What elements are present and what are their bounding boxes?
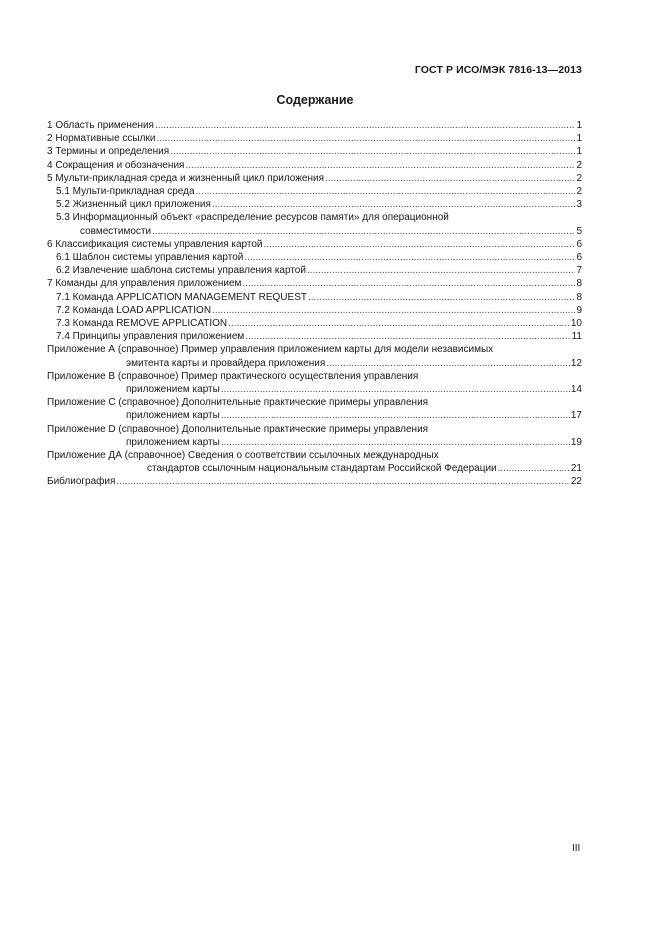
toc-entry-text: 1 Область применения <box>47 120 154 131</box>
toc-page-number: 14 <box>570 384 582 396</box>
toc-page-number: 6 <box>576 238 582 250</box>
toc-entry-7[interactable] <box>47 277 582 290</box>
toc-page-number: 1 <box>576 120 582 131</box>
toc-entry-5-3[interactable] <box>47 211 582 237</box>
toc-leader-dots <box>264 238 575 251</box>
table-of-contents <box>47 119 582 489</box>
toc-entry-7-4[interactable] <box>47 330 582 343</box>
toc-entry-text-first-line: Приложение В (справочное) Пример практического осуществления управления <box>47 370 419 382</box>
toc-page-number: 17 <box>570 410 582 422</box>
toc-leader-dots <box>221 383 570 396</box>
toc-entry-text: 6.2 Извлечение шаблона системы управления картой <box>56 265 306 277</box>
toc-leader-dots <box>196 185 575 198</box>
toc-page-number: 21 <box>570 463 582 475</box>
toc-leader-dots <box>308 291 575 304</box>
toc-entry-text: 7.3 Команда REMOVE APPLICATION <box>56 318 228 330</box>
toc-entry-5[interactable] <box>47 172 582 185</box>
toc-page-number: 22 <box>570 476 582 488</box>
toc-entry-text-first-line: Приложение С (справочное) Дополнительные практические примеры управления <box>47 397 429 409</box>
toc-page-number: 6 <box>576 252 582 264</box>
toc-entry-text: приложением карты <box>126 436 220 448</box>
toc-entry-text: 7.2 Команда LOAD APPLICATION <box>56 304 212 316</box>
toc-entry-appendix-a[interactable] <box>47 343 582 369</box>
toc-leader-dots <box>212 198 575 211</box>
toc-leader-dots <box>152 225 575 238</box>
toc-leader-dots <box>155 119 575 132</box>
document-code: ГОСТ Р ИСО/МЭК 7816-13—2013 <box>414 64 582 76</box>
toc-leader-dots <box>228 317 570 330</box>
toc-leader-dots <box>326 357 570 370</box>
toc-entry-text: 4 Сокращения и обозначения <box>47 159 185 171</box>
toc-leader-dots <box>185 159 575 172</box>
toc-entry-7-2[interactable] <box>47 304 582 317</box>
toc-entry-text: стандартов ссылочным национальным стандартам Российской Федерации <box>147 463 497 475</box>
toc-entry-text: Библиография <box>47 476 116 488</box>
toc-leader-dots <box>242 277 575 290</box>
toc-leader-dots <box>170 145 575 158</box>
toc-page-number: 1 <box>576 146 582 158</box>
toc-title: Содержание <box>276 93 354 107</box>
toc-page-number: 7 <box>576 265 582 277</box>
toc-entry-text-first-line: Приложение D (справочное) Дополнительные практические примеры управления <box>47 423 429 435</box>
toc-entry-appendix-b[interactable] <box>47 370 582 396</box>
toc-page-number: 1 <box>576 133 582 145</box>
toc-entry-text: приложением карты <box>126 410 220 422</box>
toc-page-number: 9 <box>576 304 582 316</box>
toc-entry-bibliography[interactable] <box>47 475 582 488</box>
toc-page-number: 3 <box>576 199 582 211</box>
toc-page-number: 19 <box>570 436 582 448</box>
toc-page-number: 2 <box>576 186 582 198</box>
toc-entry-text: 5.1 Мульти-прикладная среда <box>56 186 195 198</box>
toc-page-number: 10 <box>570 318 582 330</box>
toc-entry-appendix-c[interactable] <box>47 396 582 422</box>
toc-leader-dots <box>116 475 569 488</box>
toc-entry-appendix-d[interactable] <box>47 423 582 449</box>
toc-leader-dots <box>245 330 570 343</box>
toc-entry-text: приложением карты <box>126 384 220 396</box>
toc-page-number: 2 <box>576 159 582 171</box>
toc-entry-6[interactable] <box>47 238 582 251</box>
toc-leader-dots <box>221 409 570 422</box>
toc-entry-text: 5.2 Жизненный цикл приложения <box>56 199 211 211</box>
toc-entry-text-first-line: Приложение ДА (справочное) Сведения о соответствии ссылочных международных <box>47 450 439 462</box>
toc-leader-dots <box>325 172 575 185</box>
toc-entry-2[interactable] <box>47 132 582 145</box>
toc-leader-dots <box>156 132 575 145</box>
toc-entry-1[interactable] <box>47 119 582 132</box>
toc-entry-7-3[interactable] <box>47 317 582 330</box>
toc-page-number: 2 <box>576 172 582 184</box>
toc-entry-7-1[interactable] <box>47 291 582 304</box>
toc-entry-text: 7.4 Принципы управления приложением <box>56 331 245 343</box>
toc-leader-dots <box>244 251 575 264</box>
toc-page-number: 8 <box>576 278 582 290</box>
toc-page-number: 8 <box>576 291 582 303</box>
toc-entry-6-1[interactable] <box>47 251 582 264</box>
toc-entry-5-2[interactable] <box>47 198 582 211</box>
toc-leader-dots <box>307 264 575 277</box>
toc-entry-6-2[interactable] <box>47 264 582 277</box>
toc-leader-dots <box>221 436 570 449</box>
toc-entry-text-first-line: Приложение А (справочное) Пример управления приложением карты для модели независимых <box>47 344 494 356</box>
toc-entry-appendix-da[interactable] <box>47 449 582 475</box>
toc-entry-text: 2 Нормативные ссылки <box>47 133 156 145</box>
toc-entry-5-1[interactable] <box>47 185 582 198</box>
toc-page-number: 11 <box>571 331 582 343</box>
toc-entry-4[interactable] <box>47 159 582 172</box>
toc-leader-dots <box>498 462 570 475</box>
toc-entry-text: 5 Мульти-прикладная среда и жизненный цикл приложения <box>47 172 325 184</box>
toc-entry-text: 3 Термины и определения <box>47 146 170 158</box>
toc-entry-text-first-line: 5.3 Информационный объект «распределение ресурсов памяти» для операционной <box>56 212 449 224</box>
toc-entry-3[interactable] <box>47 145 582 158</box>
toc-leader-dots <box>212 304 575 317</box>
toc-entry-text: 7.1 Команда APPLICATION MANAGEMENT REQUEST <box>56 291 307 303</box>
toc-entry-text: 6 Классификация системы управления картой <box>47 238 263 250</box>
toc-entry-text: 7 Команды для управления приложением <box>47 278 242 290</box>
toc-entry-text: совместимости <box>80 225 152 237</box>
toc-page-number: 12 <box>570 357 582 369</box>
toc-entry-text: эмитента карты и провайдера приложения <box>126 357 326 369</box>
page-number: III <box>572 843 581 854</box>
toc-page-number: 5 <box>576 225 582 237</box>
toc-entry-text: 6.1 Шаблон системы управления картой <box>56 252 244 264</box>
